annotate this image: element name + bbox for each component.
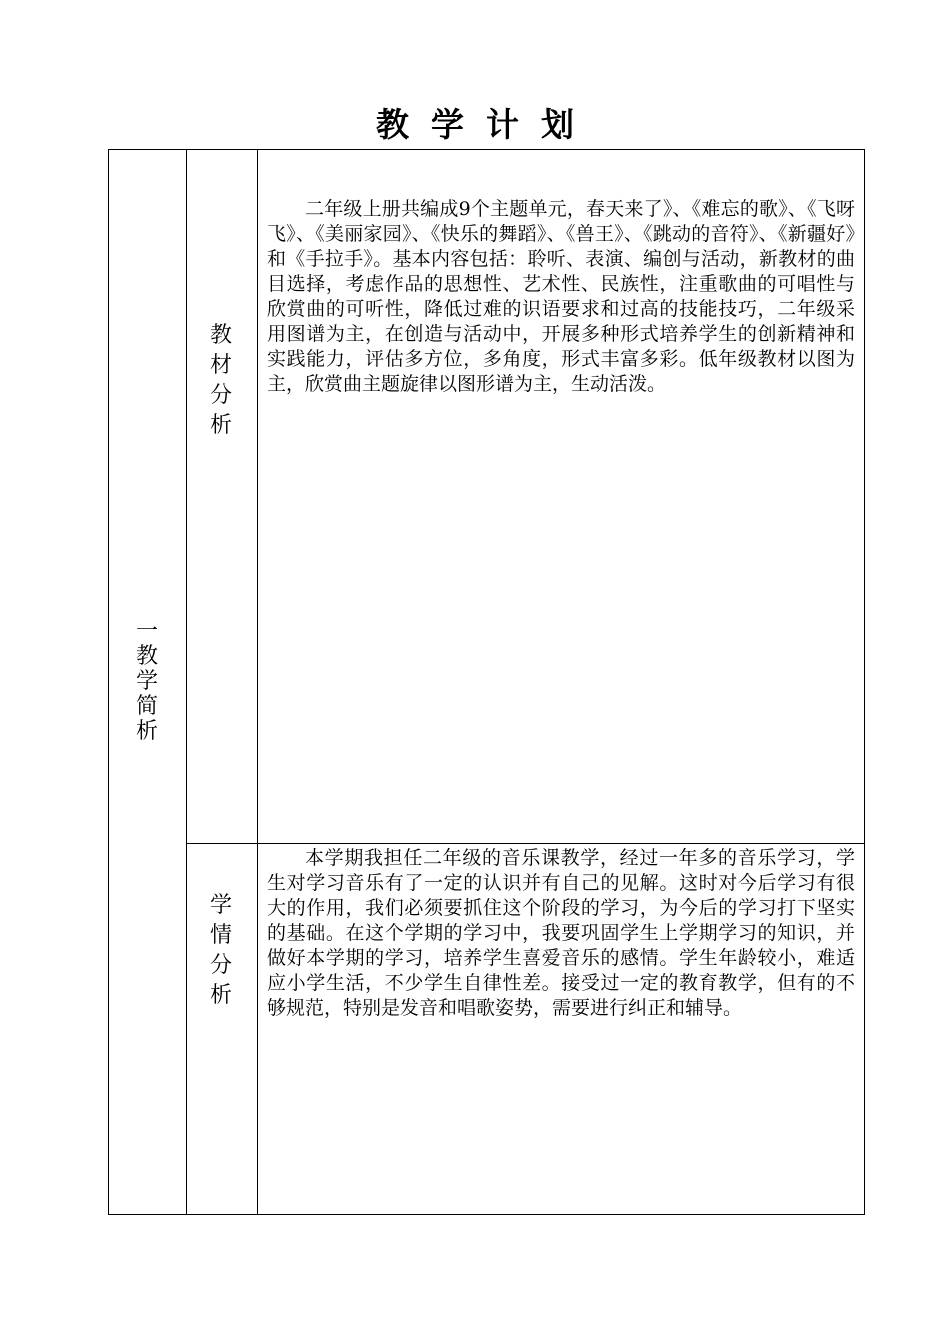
table-border-right <box>864 149 865 1215</box>
row-label-student-analysis: 学 情 分 析 <box>209 893 232 1008</box>
row-label-textbook-analysis: 教 材 分 析 <box>209 323 232 438</box>
column-divider-label <box>257 149 258 1215</box>
page-title: 教学计划 <box>376 105 596 144</box>
row-divider <box>186 843 865 844</box>
column-divider-section <box>186 149 187 1215</box>
row-content-student-analysis: 本学期我担任二年级的音乐课教学，经过一年多的音乐学习，学生对学习音乐有了一定的认识并有自己的见解。这时对今后学习有很大的作用，我们必须要抓住这个阶段的学习，为今后的学习打下坚实的基础。在这个学期的学习中，我要巩固学生上学期学习的知识，并做好本学期的学习，培养学生喜爱音乐的感情。学生年龄较小，难适应小学生活，不少学生自律性差。接受过一定的教育教学，但有的不够规范，特别是发音和唱歌姿势，需要进行纠正和辅导。 <box>267 847 855 1019</box>
section-label: 一 教 学 简 析 <box>135 619 158 744</box>
table-border-bottom <box>108 1214 865 1215</box>
row-content-textbook-analysis: 二年级上册共编成9个主题单元，春天来了》、《难忘的歌》、《飞呀飞》、《美丽家园》、《快乐的舞蹈》、《兽王》、《跳动的音符》、《新疆好》和《手拉手》。基本内容包括：聆听、表演、编创与活动，新教材的曲目选择，考虑作品的思想性、艺术性、民族性，注重歌曲的可唱性与欣赏曲的可听性，降低过难的识语要求和过高的技能技巧，二年级采用图谱为主，在创造与活动中，开展多种形式培养学生的创新精神和实践能力，评估多方位，多角度，形式丰富多彩。低年级教材以图为主，欣赏曲主题旋律以图形谱为主，生动活泼。 <box>267 198 855 395</box>
table-border-top <box>108 149 865 150</box>
plan-table <box>108 149 865 1215</box>
table-border-left <box>108 149 109 1215</box>
